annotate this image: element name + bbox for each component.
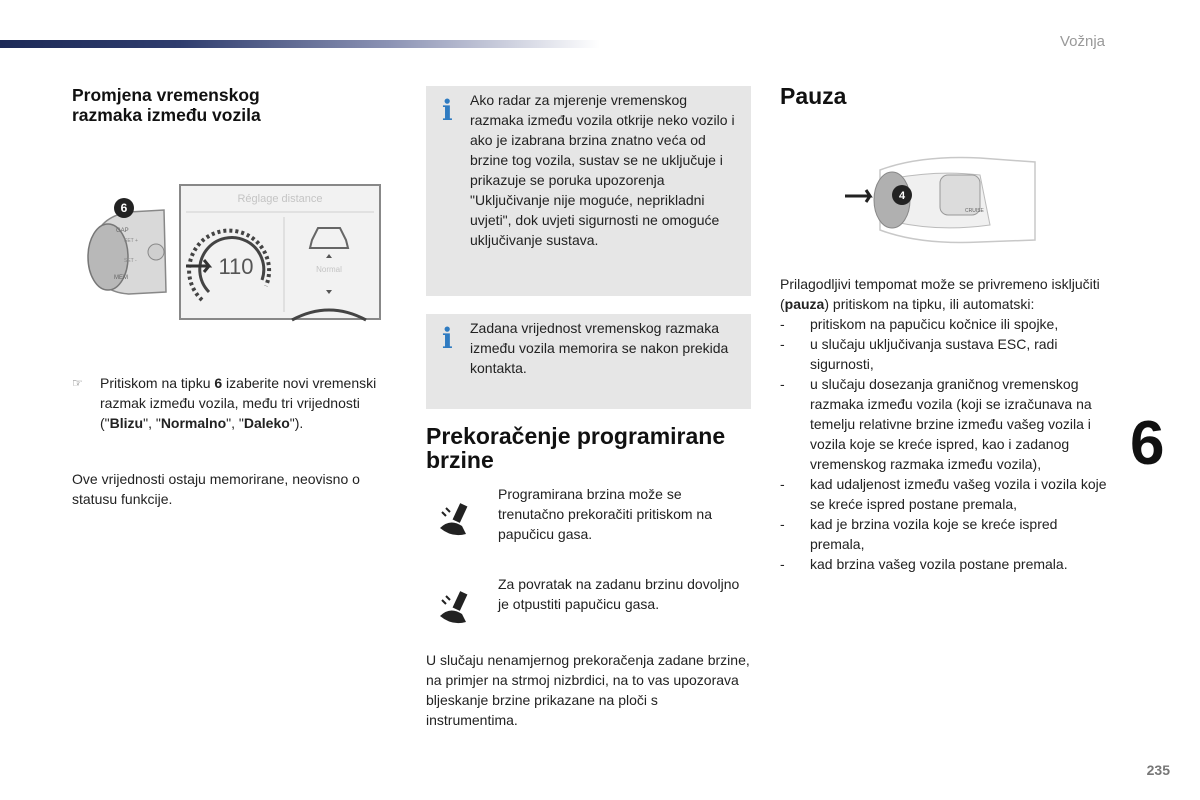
instruction-sep-2: ", " (226, 415, 244, 431)
button-badge: 6 (120, 201, 128, 215)
info-box-memory (426, 314, 751, 409)
memory-note: Ove vrijednosti ostaju memorirane, neovisno o statusu funkcije. (72, 471, 360, 507)
stalk-label-mem: MEM (114, 275, 128, 281)
pause-button-badge: 4 (898, 190, 906, 202)
value-normalno: Normalno (160, 415, 227, 431)
pause-intro-text-2: ) pritiskom na tipku, ili automatski: (824, 296, 1035, 312)
stalk-label-set-plus: SET + (124, 238, 138, 244)
pause-figure (840, 150, 1040, 250)
page-number: 235 (1146, 762, 1170, 778)
pedal-press-text: Programirana brzina može se trenutačno prekoračiti pritiskom na papučicu gasa. (498, 486, 712, 542)
cruise-label: CRUISE (965, 208, 984, 214)
instruction-sep-1: ", " (143, 415, 161, 431)
accelerator-release-icon (432, 586, 474, 628)
list-item: - u slučaju uključivanja sustava ESC, radi sigurnosti, (780, 336, 1058, 372)
header-bar (0, 40, 600, 48)
list-item: - kad udaljenost između vašeg vozila i vozila koje se kreće ispred postane premala, (780, 476, 1107, 512)
pause-button-illustration (840, 150, 1040, 250)
value-daleko: Daleko (243, 415, 290, 431)
gap-figure (84, 182, 384, 322)
pause-intro-text: Prilagodljivi tempomat može se privremeno isključiti ( (780, 276, 1100, 312)
info-box-radar (426, 86, 751, 296)
pedal-release-row (426, 574, 756, 634)
list-item: - kad brzina vašeg vozila postane premala. (780, 556, 1068, 572)
pause-conditions-list (780, 314, 1110, 574)
instruction-text: Pritiskom na tipku (100, 375, 215, 391)
overspeed-warning-text: U slučaju nenamjernog prekoračenja zadane brzine, na primjer na strmoj nizbrdici, na to vas upozorava bljeskanje brzine prikazane na ploči s instrumentima. (426, 652, 750, 728)
bullet-arrow-icon: ☞ (72, 376, 83, 390)
screen-title: Réglage distance (237, 193, 323, 205)
pedal-press-row (426, 484, 756, 554)
pedal-release-text: Za povratak na zadanu brzinu dovoljno je otpustiti papučicu gasa. (498, 576, 740, 612)
speed-value: 110 (218, 254, 254, 279)
list-item: - u slučaju dosezanja graničnog vremenskog razmaka između vozila (koji se izračunava na temelju relativne brzine između vašeg vozila i vozila koje se kreće ispred, kao i zadanog vremenskog razmaka između vozila), (780, 376, 1092, 472)
accelerator-press-icon (432, 498, 474, 540)
list-item: - kad je brzina vozila koje se kreće ispred premala, (780, 516, 1058, 552)
pause-heading: Pauza (780, 83, 847, 109)
stalk-label-gap: GAP (116, 228, 129, 234)
instruction-key: 6 (214, 375, 223, 391)
info-text-radar: Ako radar za mjerenje vremenskog razmaka između vozila otkrije neko vozilo i ako je izabrana brzina znatno veća od brzine tog vozila, sustav se ne uključuje i prikazuje se poruka upozorenja "Uključivanje nije moguće, neprikladni uvjeti", dok uvjeti sigurnosti ne omoguće uključivanje sustava. (470, 92, 735, 248)
pause-intro (780, 274, 1110, 314)
gap-button-illustration (84, 182, 384, 322)
mode-label: Normal (316, 265, 342, 274)
pause-keyword: pauza (784, 296, 825, 312)
stalk-label-set-minus: SET - (124, 258, 137, 264)
list-item: - pritiskom na papučicu kočnice ili spojke, (780, 316, 1059, 332)
value-blizu: Blizu (109, 415, 144, 431)
info-text-memory: Zadana vrijednost vremenskog razmaka između vozila memorira se nakon prekida kontakta. (470, 320, 729, 376)
instruction-bullet (72, 373, 382, 433)
info-icon: i (442, 94, 453, 127)
left-heading: Promjena vremenskog razmaka između vozila (72, 85, 261, 125)
overspeed-heading: Prekoračenje programirane brzine (426, 423, 726, 473)
instruction-end: "). (289, 415, 304, 431)
pause-section (780, 274, 1110, 574)
chapter-number: 6 (1130, 409, 1165, 478)
info-icon: i (442, 322, 453, 355)
instruction-text-2: izaberite novi vremenski razmak između vozila, među tri vrijednosti (" (100, 375, 377, 431)
section-name: Vožnja (1059, 33, 1105, 50)
